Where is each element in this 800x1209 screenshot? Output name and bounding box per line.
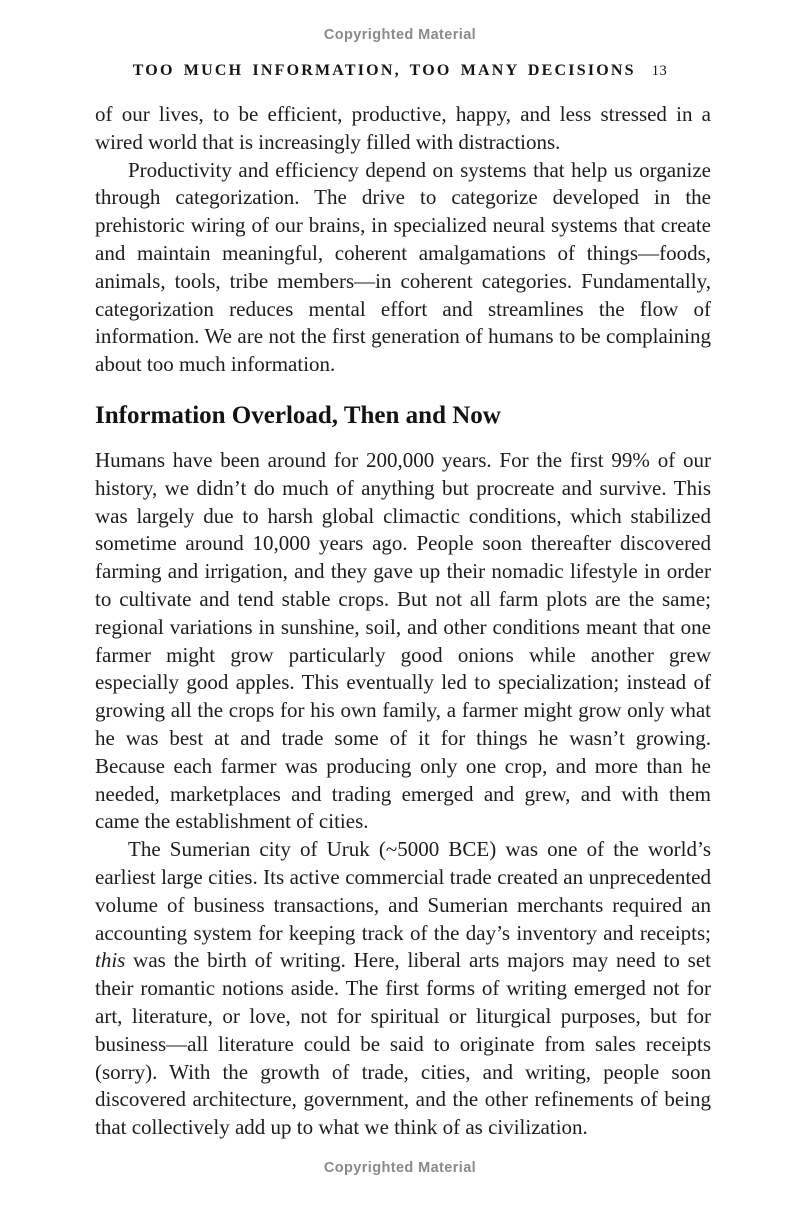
paragraph-4-italic-word: this <box>95 948 126 973</box>
page-body <box>95 101 711 1142</box>
running-head <box>0 62 800 80</box>
paragraph-4-text-start: The Sumerian city of Uruk (~5000 BCE) was one of the world’s earliest large cities. Its active commercial trade created an unprecedented volume of business transactions, and Sumerian merchants required an accounting system for keeping track of the day’s inventory and receipts; <box>95 837 711 945</box>
page-number: 13 <box>651 63 668 79</box>
paragraph-3: Humans have been around for 200,000 years. For the first 99% of our history, we didn’t do much of anything but procreate and survive. This was largely due to harsh global climactic conditions, which stabilized sometime around 10,000 years ago. People soon thereafter discovered farming and irrigation, and they gave up their nomadic lifestyle in order to cultivate and tend stable crops. But not all farm plots are the same; regional variations in sunshine, soil, and other conditions meant that one farmer might grow particularly good onions while another grew especially good apples. This eventually led to specialization; instead of growing all the crops for his own family, a farmer might grow only what he was best at and trade some of it for things he wasn’t growing. Because each farmer was producing only one crop, and more than he needed, marketplaces and trading emerged and grew, and with them came the establishment of cities. <box>95 447 711 834</box>
paragraph-1: of our lives, to be efficient, productive, happy, and less stressed in a wired world that is increasingly filled with distractions. <box>95 102 711 154</box>
paragraph-2: Productivity and efficiency depend on systems that help us organize through categorization. The drive to categorize developed in the prehistoric wiring of our brains, in specialized neural systems that create and maintain meaningful, coherent amalgamations of things—foods, animals, tools, tribe members—in coherent categories. Fundamentally, categorization reduces mental effort and streamlines the flow of information. We are not the first generation of humans to be complaining about too much information. <box>95 157 711 377</box>
running-head-title: TOO MUCH INFORMATION, TOO MANY DECISIONS <box>132 62 636 79</box>
paragraph-4-text-end: was the birth of writing. Here, liberal arts majors may need to set their romantic notions aside. The first forms of writing emerged not for art, literature, or love, not for spiritual or liturgical purposes, but for business—all literature could be said to originate from sales receipts (sorry). With the growth of trade, cities, and writing, people soon discovered architecture, government, and the other refinements of being that collectively add up to what we think of as civilization. <box>95 948 711 1140</box>
copyright-notice-bottom: Copyrighted Material <box>323 1160 477 1176</box>
section-heading: Information Overload, Then and Now <box>95 401 501 429</box>
copyright-notice-top: Copyrighted Material <box>323 27 477 43</box>
paragraph-4 <box>95 836 711 1142</box>
